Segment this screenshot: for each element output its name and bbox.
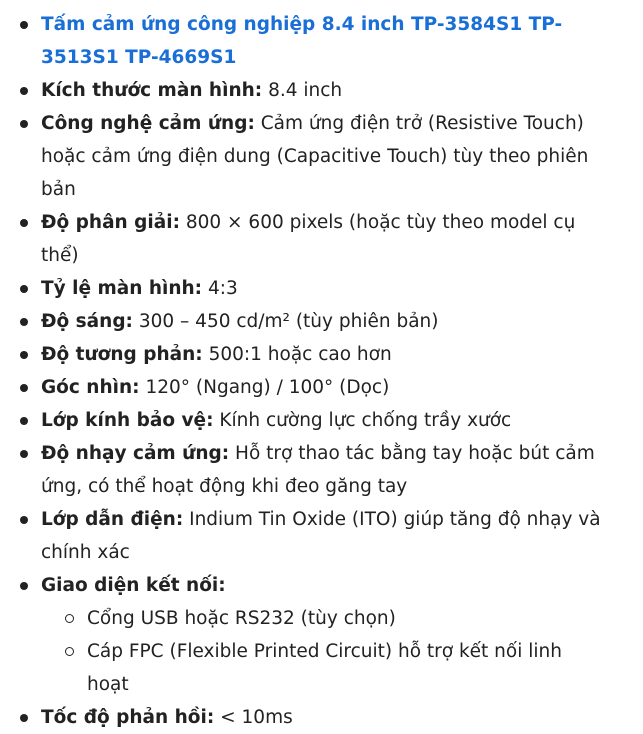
list-item-contrast — [41, 338, 602, 371]
bullet-icon — [20, 450, 28, 458]
interface-sub-list — [41, 602, 602, 701]
sub-list-item-fpc-cable — [87, 635, 602, 701]
spec-label: Góc nhìn: — [41, 377, 140, 398]
list-item-touch-technology — [41, 107, 602, 206]
bullet-icon — [20, 87, 28, 95]
spec-label: Độ tương phản: — [41, 344, 203, 365]
spec-label: Độ phân giải: — [41, 212, 180, 233]
spec-label: Lớp dẫn điện: — [41, 509, 184, 530]
spec-value: Cảm ứng điện trở (Resistive Touch) hoặc cảm ứng điện dung (Capacitive Touch) tùy theo phiên bản — [41, 113, 589, 200]
spec-label: Độ nhạy cảm ứng: — [41, 443, 230, 464]
bullet-icon — [20, 318, 28, 326]
list-item-aspect-ratio — [41, 272, 602, 305]
spec-value: Hỗ trợ thao tác bằng tay hoặc bút cảm ứng, có thể hoạt động khi đeo găng tay — [41, 443, 595, 497]
spec-label: Lớp kính bảo vệ: — [41, 410, 214, 431]
list-item-screen-size — [41, 74, 602, 107]
circle-bullet-icon — [65, 647, 74, 656]
list-item-conductive-layer — [41, 503, 602, 569]
bullet-icon — [20, 351, 28, 359]
list-item-viewing-angle — [41, 371, 602, 404]
spec-value: 8.4 inch — [268, 80, 343, 101]
spec-value: < 10ms — [220, 707, 293, 728]
list-item-resolution — [41, 206, 602, 272]
spec-label: Giao diện kết nối: — [41, 575, 226, 596]
spec-value: 4:3 — [207, 278, 238, 299]
spec-value: 300 – 450 cd/m² (tùy phiên bản) — [138, 311, 439, 332]
bullet-icon — [20, 714, 28, 722]
spec-label: Công nghệ cảm ứng: — [41, 113, 255, 134]
spec-value: 120° (Ngang) / 100° (Dọc) — [145, 377, 390, 398]
list-item-protective-glass — [41, 404, 602, 437]
sub-item-text: Cáp FPC (Flexible Printed Circuit) hỗ trợ kết nối linh hoạt — [87, 641, 562, 695]
sub-list-item-usb-rs232 — [87, 602, 602, 635]
spec-value: Indium Tin Oxide (ITO) giúp tăng độ nhạy và chính xác — [41, 509, 601, 563]
spec-value: 800 × 600 pixels (hoặc tùy theo model cụ thể) — [41, 212, 576, 266]
sub-item-text: Cổng USB hoặc RS232 (tùy chọn) — [87, 608, 396, 629]
list-item-touch-sensitivity — [41, 437, 602, 503]
bullet-icon — [20, 417, 28, 425]
bullet-icon — [20, 120, 28, 128]
bullet-icon — [20, 384, 28, 392]
list-item-title — [41, 8, 602, 74]
bullet-icon — [20, 219, 28, 227]
list-item-response-time — [41, 701, 602, 734]
list-item-brightness — [41, 305, 602, 338]
spec-label: Kích thước màn hình: — [41, 80, 263, 101]
bullet-icon — [20, 285, 28, 293]
spec-label: Tốc độ phản hồi: — [41, 707, 215, 728]
bullet-icon — [20, 582, 28, 590]
list-item-interface — [41, 569, 602, 701]
spec-label: Độ sáng: — [41, 311, 133, 332]
bullet-icon — [20, 21, 28, 29]
spec-value: 500:1 hoặc cao hơn — [208, 344, 392, 365]
spec-label: Tỷ lệ màn hình: — [41, 278, 203, 299]
circle-bullet-icon — [65, 614, 74, 623]
bullet-icon — [20, 516, 28, 524]
product-title-link[interactable]: Tấm cảm ứng công nghiệp 8.4 inch TP-3584S1 TP-3513S1 TP-4669S1 — [41, 14, 563, 68]
spec-value: Kính cường lực chống trầy xước — [219, 410, 512, 431]
